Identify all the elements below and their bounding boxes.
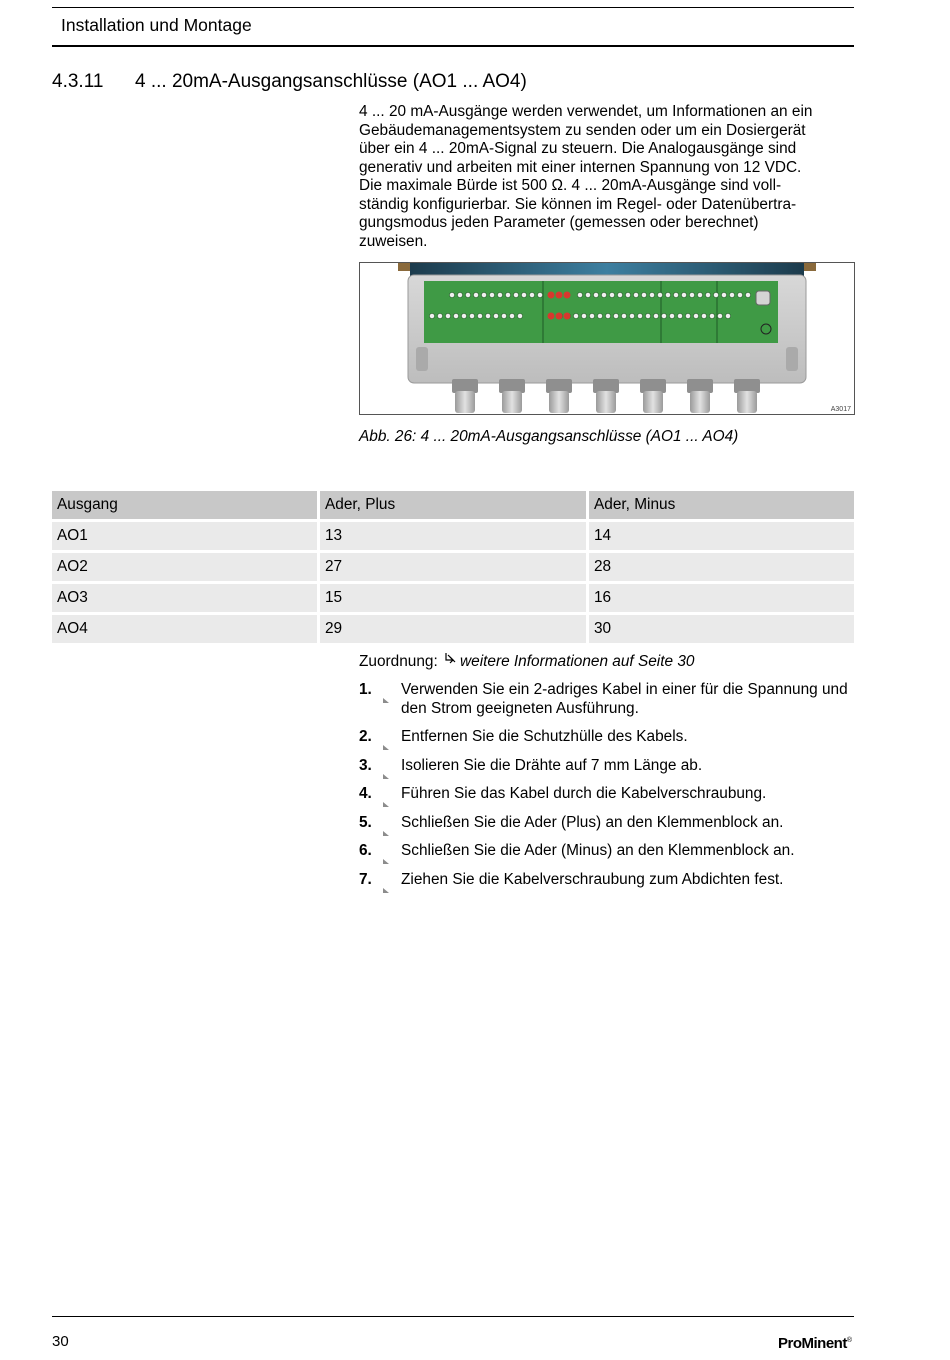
step-arrow-icon bbox=[359, 773, 389, 780]
terminal-screw bbox=[649, 292, 654, 297]
intro-line: zuweisen. bbox=[359, 232, 428, 250]
page-number: 30 bbox=[52, 1333, 69, 1350]
gland-body bbox=[690, 391, 710, 413]
terminal-screw bbox=[673, 292, 678, 297]
terminal-screw bbox=[481, 292, 486, 297]
terminal-screw bbox=[713, 292, 718, 297]
intro-line: ständig konfigurierbar. Sie können im Regel- oder Datenübertra- bbox=[359, 195, 797, 213]
terminal-screw bbox=[725, 313, 730, 318]
table-cell: 29 bbox=[317, 615, 586, 643]
step-arrow-icon bbox=[359, 830, 389, 837]
step-text: Ziehen Sie die Kabelverschraubung zum Abdichten fest. bbox=[401, 870, 784, 888]
terminal-screw bbox=[517, 313, 522, 318]
list-item bbox=[359, 785, 859, 804]
table-cell: 13 bbox=[317, 522, 586, 550]
terminal-screw bbox=[429, 313, 434, 318]
step-marker: 4. bbox=[359, 785, 391, 804]
terminal-screw bbox=[469, 313, 474, 318]
terminal-screw bbox=[573, 313, 578, 318]
gland-nut bbox=[452, 379, 478, 393]
step-arrow-icon bbox=[359, 858, 389, 865]
figure-caption: Abb. 26: 4 ... 20mA-Ausgangsanschlüsse (AO1 ... AO4) bbox=[359, 428, 739, 445]
step-text: Verwenden Sie ein 2-adriges Kabel in einer für die Spannung und den Strom geeigneten Ausführung. bbox=[401, 681, 848, 717]
terminal-screw bbox=[449, 292, 454, 297]
list-item bbox=[359, 842, 859, 861]
terminal-screw bbox=[585, 292, 590, 297]
terminal-screw bbox=[633, 292, 638, 297]
footer-rule bbox=[52, 1316, 854, 1317]
terminal-screw bbox=[465, 292, 470, 297]
terminal-screw bbox=[657, 292, 662, 297]
terminal-screw bbox=[693, 313, 698, 318]
section-title: 4 ... 20mA-Ausgangsanschlüsse (AO1 ... AO4) bbox=[135, 71, 527, 92]
table-cell: 30 bbox=[586, 615, 854, 643]
step-marker: 6. bbox=[359, 842, 391, 861]
terminal-screw bbox=[669, 313, 674, 318]
table-row bbox=[52, 584, 854, 612]
step-marker: 2. bbox=[359, 728, 391, 747]
step-text: Isolieren Sie die Drähte auf 7 mm Länge ab. bbox=[401, 756, 703, 774]
gland-body bbox=[737, 391, 757, 413]
logo-text: ProMinent bbox=[778, 1335, 847, 1352]
terminal-screw bbox=[637, 313, 642, 318]
step-text: Führen Sie das Kabel durch die Kabelverschraubung. bbox=[401, 785, 767, 802]
terminal-screw bbox=[617, 292, 622, 297]
step-arrow-icon bbox=[359, 744, 389, 751]
step-arrow-icon bbox=[359, 697, 389, 704]
gland-nut bbox=[687, 379, 713, 393]
table-cell: 15 bbox=[317, 584, 586, 612]
terminal-screw bbox=[621, 313, 626, 318]
list-item bbox=[359, 728, 859, 747]
list-item bbox=[359, 681, 859, 718]
terminal-screw bbox=[521, 292, 526, 297]
terminal-screw bbox=[653, 313, 658, 318]
terminal-screw bbox=[609, 292, 614, 297]
step-marker: 1. bbox=[359, 681, 391, 700]
gland-body bbox=[455, 391, 475, 413]
terminal-screw bbox=[605, 313, 610, 318]
step-marker: 5. bbox=[359, 814, 391, 833]
terminal-screw bbox=[457, 292, 462, 297]
terminal-screw bbox=[537, 292, 542, 297]
intro-paragraph bbox=[359, 103, 859, 251]
terminal-block-figure bbox=[359, 262, 855, 415]
instruction-steps bbox=[359, 681, 859, 889]
list-item bbox=[359, 871, 859, 890]
terminal-screw bbox=[709, 313, 714, 318]
step-marker: 7. bbox=[359, 871, 391, 890]
terminal-screw bbox=[665, 292, 670, 297]
terminal-screw bbox=[593, 292, 598, 297]
table-cell: 27 bbox=[317, 553, 586, 581]
gland-nut bbox=[640, 379, 666, 393]
terminal-screw bbox=[661, 313, 666, 318]
table-cell: 16 bbox=[586, 584, 854, 612]
table-row bbox=[52, 553, 854, 581]
step-text: Entfernen Sie die Schutzhülle des Kabels. bbox=[401, 728, 688, 745]
step-marker: 3. bbox=[359, 757, 391, 776]
intro-line: 4 ... 20 mA-Ausgänge werden verwendet, um Informationen an ein bbox=[359, 103, 813, 120]
terminal-screw bbox=[705, 292, 710, 297]
terminal-screw bbox=[737, 292, 742, 297]
brand-logo bbox=[778, 1335, 852, 1352]
table-cell: AO4 bbox=[52, 615, 317, 643]
list-item bbox=[359, 757, 859, 776]
terminal-screw bbox=[505, 292, 510, 297]
terminal-screw bbox=[685, 313, 690, 318]
terminal-screw bbox=[589, 313, 594, 318]
terminal-screw bbox=[721, 292, 726, 297]
assignment-reference bbox=[359, 652, 694, 671]
intro-line: generativ und arbeiten mit einer internen Spannung von 12 VDC. bbox=[359, 158, 802, 176]
gland-body bbox=[502, 391, 522, 413]
table-row bbox=[52, 522, 854, 550]
table-cell: AO3 bbox=[52, 584, 317, 612]
terminal-screw bbox=[577, 292, 582, 297]
terminal-screw bbox=[473, 292, 478, 297]
table-cell: 28 bbox=[586, 553, 854, 581]
table-header-row bbox=[52, 491, 854, 519]
terminal-screw bbox=[601, 292, 606, 297]
intro-line: gungsmodus jeden Parameter (gemessen oder berechnet) bbox=[359, 214, 759, 231]
header-bottom-rule bbox=[52, 45, 854, 47]
column-header: Ausgang bbox=[52, 491, 317, 519]
terminal-screw bbox=[493, 313, 498, 318]
terminal-screw bbox=[677, 313, 682, 318]
terminal-screw bbox=[645, 313, 650, 318]
terminal-screw bbox=[509, 313, 514, 318]
table-cell: AO1 bbox=[52, 522, 317, 550]
terminal-screw bbox=[453, 313, 458, 318]
terminal-screw bbox=[717, 313, 722, 318]
column-header: Ader, Plus bbox=[317, 491, 586, 519]
list-item bbox=[359, 814, 859, 833]
running-header-title: Installation und Montage bbox=[61, 15, 252, 35]
terminal-screw bbox=[501, 313, 506, 318]
section-heading bbox=[52, 71, 527, 93]
section-number: 4.3.11 bbox=[52, 71, 104, 92]
terminal-screw bbox=[437, 313, 442, 318]
gland-nut bbox=[593, 379, 619, 393]
step-text: Schließen Sie die Ader (Plus) an den Klemmenblock an. bbox=[401, 813, 784, 831]
step-arrow-icon bbox=[359, 801, 389, 808]
terminal-screw bbox=[529, 292, 534, 297]
terminal-assignment-table bbox=[52, 488, 854, 646]
intro-line: über ein 4 ... 20mA-Signal zu steuern. Die Analogausgänge sind bbox=[359, 140, 797, 157]
terminal-screw bbox=[689, 292, 694, 297]
gland-nut bbox=[734, 379, 760, 393]
intro-line: Gebäudemanagementsystem zu senden oder um ein Dosiergerät bbox=[359, 121, 806, 139]
controller-terminal-illustration bbox=[360, 263, 854, 414]
terminal-screw bbox=[581, 313, 586, 318]
terminal-screw bbox=[729, 292, 734, 297]
terminal-screw bbox=[681, 292, 686, 297]
gland-body bbox=[643, 391, 663, 413]
gland-body bbox=[549, 391, 569, 413]
gland-body bbox=[596, 391, 616, 413]
gland-nut bbox=[546, 379, 572, 393]
gland-nut bbox=[499, 379, 525, 393]
step-text: Schließen Sie die Ader (Minus) an den Klemmenblock an. bbox=[401, 842, 795, 859]
terminal-screw bbox=[513, 292, 518, 297]
terminal-screw bbox=[697, 292, 702, 297]
terminal-screw bbox=[745, 292, 750, 297]
cable-glands bbox=[452, 379, 760, 413]
table-cell: 14 bbox=[586, 522, 854, 550]
table-cell: AO2 bbox=[52, 553, 317, 581]
terminal-screw bbox=[625, 292, 630, 297]
table-row bbox=[52, 615, 854, 643]
terminal-screw bbox=[629, 313, 634, 318]
terminal-screw bbox=[641, 292, 646, 297]
terminal-screw bbox=[597, 313, 602, 318]
terminal-screw bbox=[701, 313, 706, 318]
terminal-screw bbox=[613, 313, 618, 318]
cross-reference-link[interactable]: weitere Informationen auf Seite 30 bbox=[460, 653, 695, 670]
logo-registered-mark: ® bbox=[846, 1337, 852, 1344]
terminal-screw bbox=[445, 313, 450, 318]
terminal-screw bbox=[497, 292, 502, 297]
step-arrow-icon bbox=[359, 887, 389, 894]
header-top-rule bbox=[52, 7, 854, 8]
terminal-screw bbox=[489, 292, 494, 297]
link-arrow-icon[interactable] bbox=[445, 652, 457, 671]
terminal-screw bbox=[477, 313, 482, 318]
figure-id: A3017 bbox=[830, 406, 851, 413]
terminal-screw bbox=[485, 313, 490, 318]
terminal-screw bbox=[461, 313, 466, 318]
column-header: Ader, Minus bbox=[586, 491, 854, 519]
assignment-label: Zuordnung: bbox=[359, 653, 438, 670]
intro-line: Die maximale Bürde ist 500 Ω. 4 ... 20mA-Ausgänge sind voll- bbox=[359, 177, 782, 194]
